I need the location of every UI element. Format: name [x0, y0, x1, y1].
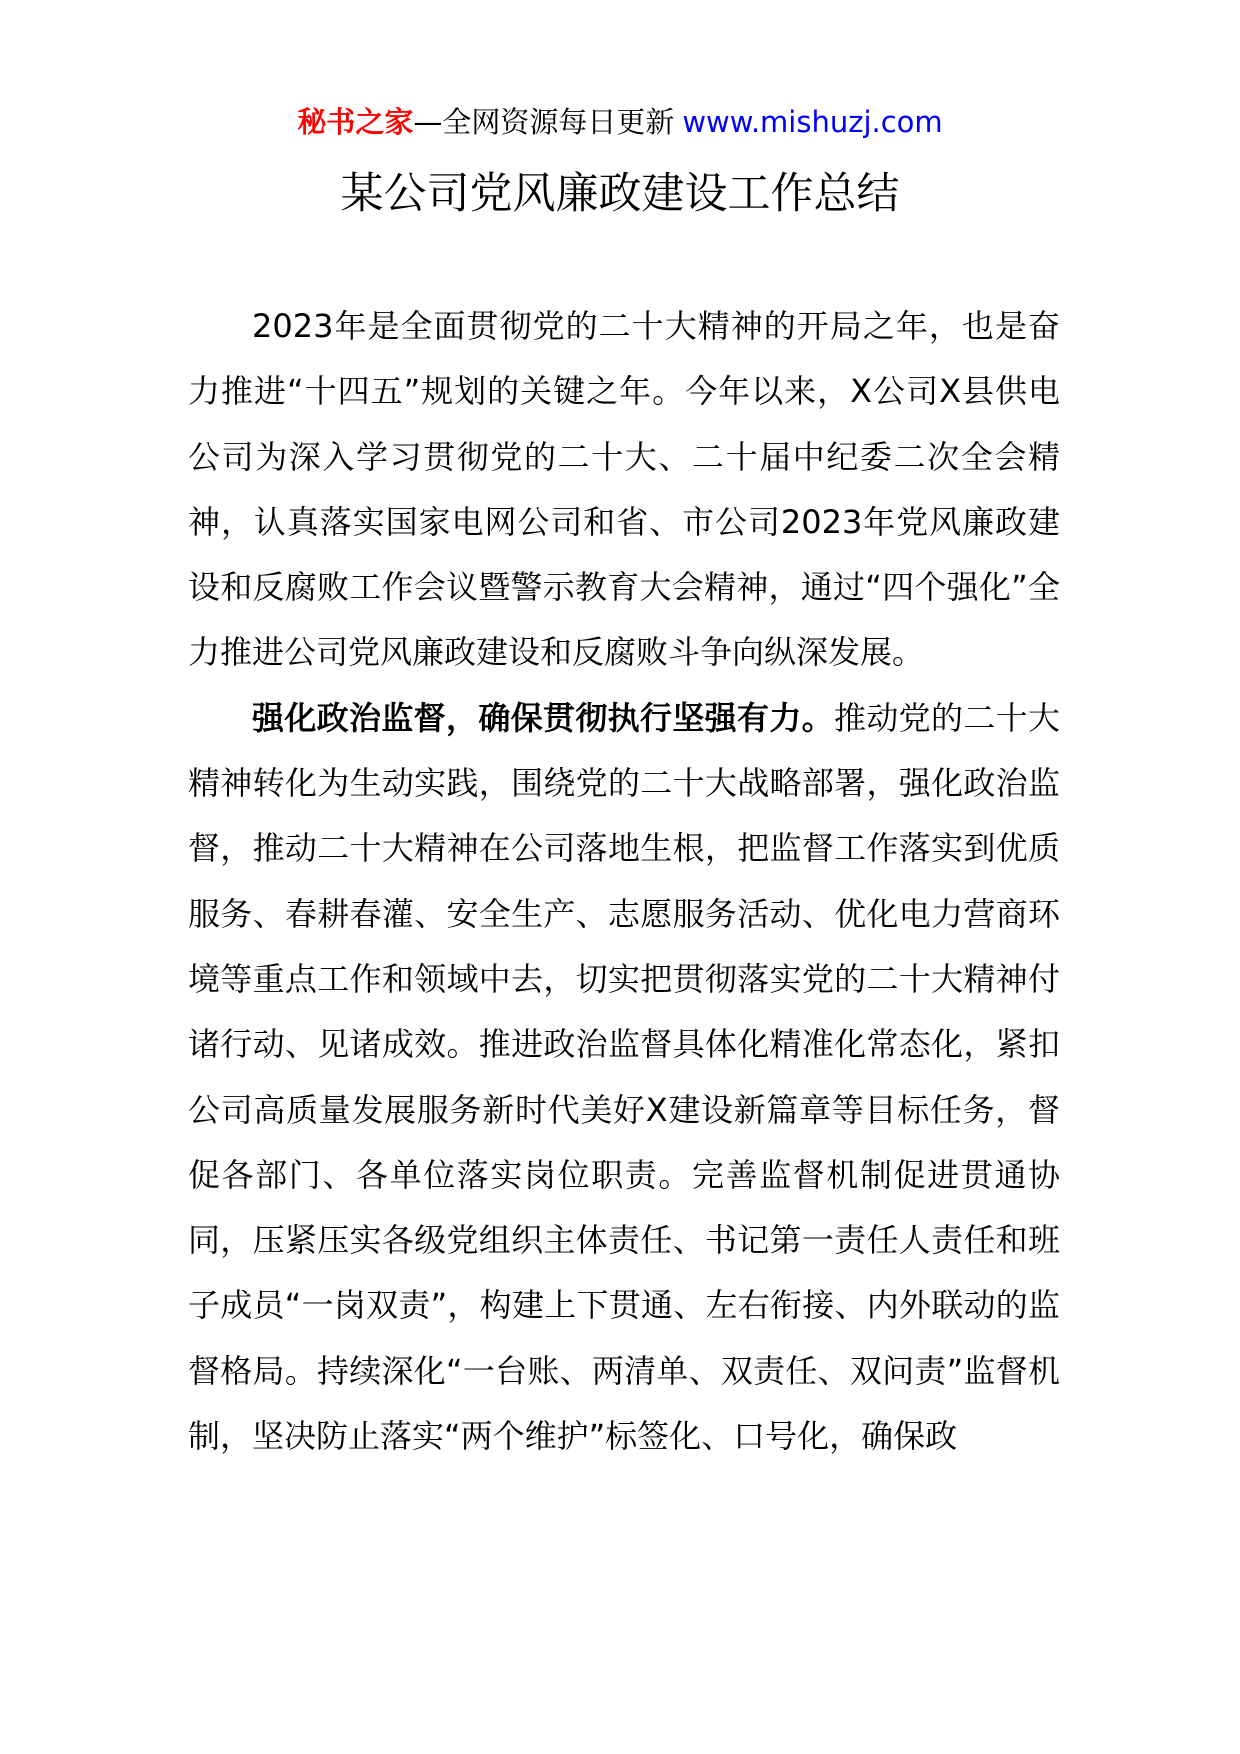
paragraph-lead: 强化政治监督，确保贯彻执行坚强有力。 — [252, 698, 834, 737]
site-brand[interactable]: 秘书之家 — [297, 105, 414, 139]
paragraph-text: 2023年是全面贯彻党的二十大精神的开局之年，也是奋力推进“十四五”规划的关键之年。今年以来，X公司X县供电公司为深入学习贯彻党的二十大、二十届中纪委二次全会精神，认真落实国家电网公司和省、市公司2023年党风廉政建设和反腐败工作会议暨警示教育大会精神，通过“四个强化”全力推进公司党风廉政建设和反腐败斗争向纵深发展。 — [188, 307, 1060, 672]
paragraph-text: 推动党的二十大精神转化为生动实践，围绕党的二十大战略部署，强化政治监督，推动二十大精神在公司落地生根，把监督工作落实到优质服务、春耕春灌、安全生产、志愿服务活动、优化电力营商环境等重点工作和领域中去，切实把贯彻落实党的二十大精神付诸行动、见诸成效。推进政治监督具体化精准化常态化，紧扣公司高质量发展服务新时代美好X建设新篇章等目标任务，督促各部门、各单位落实岗位职责。完善监督机制促进贯通协同，压紧压实各级党组织主体责任、书记第一责任人责任和班子成员“一岗双责”，构建上下贯通、左右衔接、内外联动的监督格局。持续深化“一台账、两清单、双责任、双问责”监督机制，坚决防止落实“两个维护”标签化、口号化，确保政 — [188, 698, 1060, 1456]
site-tagline: —全网资源每日更新 — [413, 105, 675, 139]
site-header — [0, 102, 1240, 142]
site-url-link[interactable]: www.mishuzj.com — [682, 105, 943, 139]
document-title: 某公司党风廉政建设工作总结 — [340, 169, 900, 219]
document-body — [188, 294, 1060, 1469]
paragraph-intro — [188, 294, 1060, 686]
paragraph-political-supervision — [188, 686, 1060, 1470]
